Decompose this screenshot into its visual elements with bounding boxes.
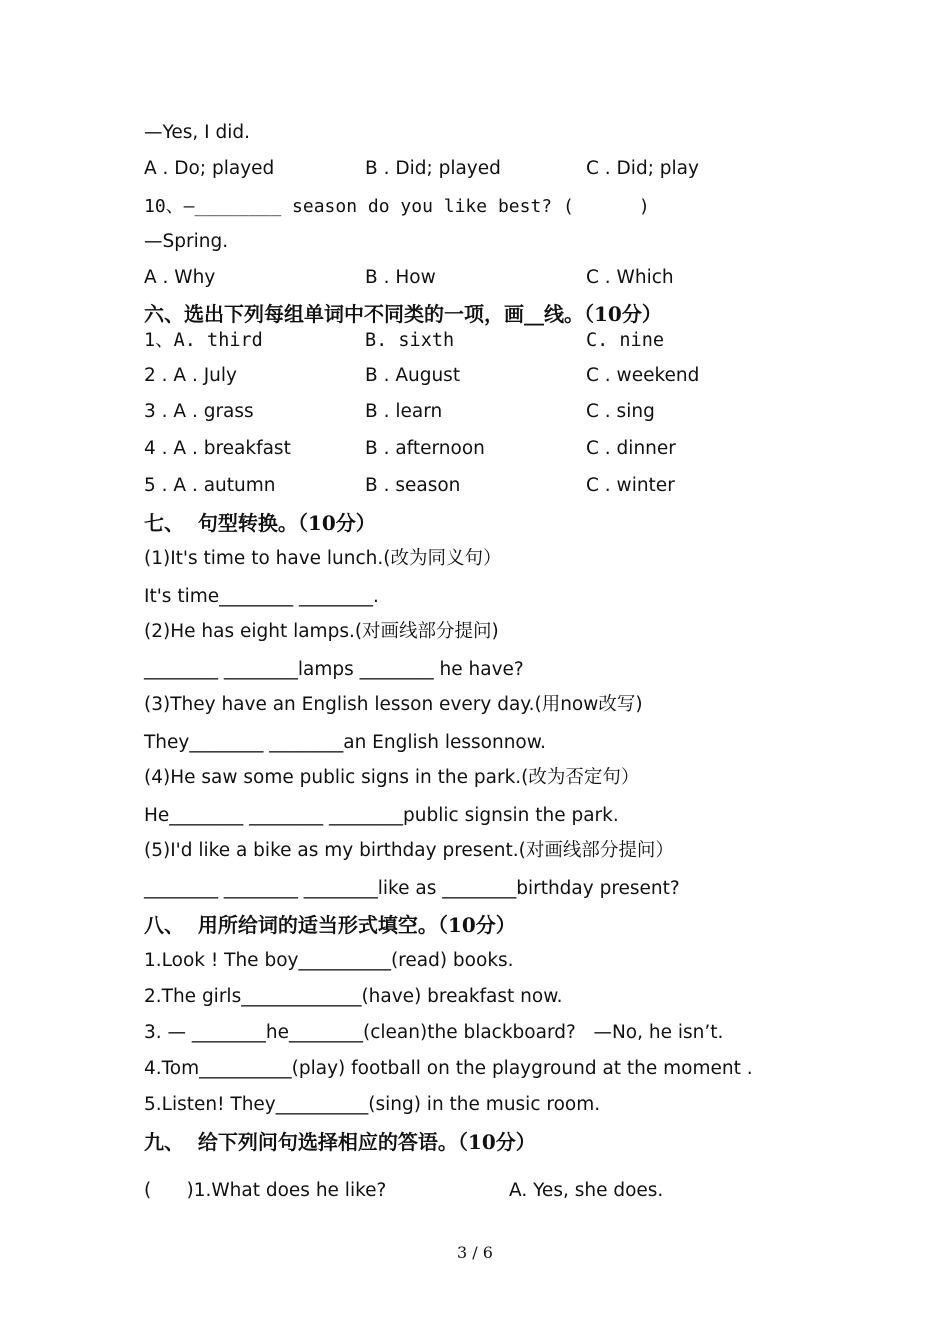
s7-line-4: ________ ________lamps ________ he have?	[144, 659, 524, 680]
section-8-heading: 八、 用所给词的适当形式填空。（10分）	[144, 913, 516, 937]
s7-line-7: (4)He saw some public signs in the park.(改为否定句）	[144, 767, 640, 788]
q10-option-a: A . Why	[144, 267, 216, 288]
s6-row-3-a: 3 . A . grass	[144, 401, 254, 422]
q9-option-c: C . Did; play	[586, 158, 699, 179]
s6-row-5-b: B . season	[365, 475, 461, 496]
s6-row-1-c: C. nine	[586, 330, 664, 351]
q10-option-c: C . Which	[586, 267, 674, 288]
q9-option-b: B . Did; played	[365, 158, 501, 179]
s6-row-5-a: 5 . A . autumn	[144, 475, 276, 496]
s6-row-3-b: B . learn	[365, 401, 443, 422]
s7-line-2: It's time________ ________.	[144, 586, 379, 607]
s8-line-2: 2.The girls_____________(have) breakfast now.	[144, 986, 563, 1007]
section-9-heading: 九、 给下列问句选择相应的答语。（10分）	[144, 1130, 536, 1154]
s6-row-2-b: B . August	[365, 365, 461, 386]
s6-row-1-a: 1、A. third	[144, 330, 263, 351]
s6-row-5-c: C . winter	[586, 475, 675, 496]
s9-answer-a: A. Yes, she does.	[509, 1180, 664, 1201]
s7-line-3: (2)He has eight lamps.(对画线部分提问)	[144, 621, 499, 642]
q10-answer: —Spring.	[144, 231, 229, 252]
s8-line-3: 3. — ________he________(clean)the blackboard? —No, he isn’t.	[144, 1022, 724, 1043]
s6-row-4-a: 4 . A . breakfast	[144, 438, 291, 459]
s7-line-10: ________ ________ ________like as ________birthday present?	[144, 878, 680, 899]
s7-line-5: (3)They have an English lesson every day.(用now改写)	[144, 694, 643, 715]
s8-line-4: 4.Tom__________(play) football on the playground at the moment .	[144, 1058, 753, 1079]
s7-line-1: (1)It's time to have lunch.(改为同义句）	[144, 548, 502, 569]
section-6-heading: 六、选出下列每组单词中不同类的一项，画__线。（10分）	[144, 302, 662, 326]
answer-yes: —Yes, I did.	[144, 122, 250, 143]
s6-row-2-c: C . weekend	[586, 365, 700, 386]
section-7-heading: 七、 句型转换。（10分）	[144, 511, 376, 535]
page-number: 3 / 6	[457, 1243, 493, 1262]
q10-option-b: B . How	[365, 267, 436, 288]
q9-option-a: A . Do; played	[144, 158, 275, 179]
s7-line-9: (5)I'd like a bike as my birthday present.(对画线部分提问）	[144, 840, 674, 861]
s8-line-1: 1.Look ! The boy__________(read) books.	[144, 950, 514, 971]
s6-row-3-c: C . sing	[586, 401, 655, 422]
s6-row-1-b: B. sixth	[365, 330, 455, 351]
s6-row-4-b: B . afternoon	[365, 438, 485, 459]
s7-line-6: They________ ________an English lessonnow.	[144, 732, 547, 753]
s6-row-2-a: 2 . A . July	[144, 365, 237, 386]
s6-row-4-c: C . dinner	[586, 438, 676, 459]
s7-line-8: He________ ________ ________public signsin the park.	[144, 805, 619, 826]
question-10: 10、—________ season do you like best? ( )	[144, 196, 650, 217]
s9-question-1: ( )1.What does he like?	[144, 1180, 387, 1201]
s8-line-5: 5.Listen! They__________(sing) in the music room.	[144, 1094, 601, 1115]
